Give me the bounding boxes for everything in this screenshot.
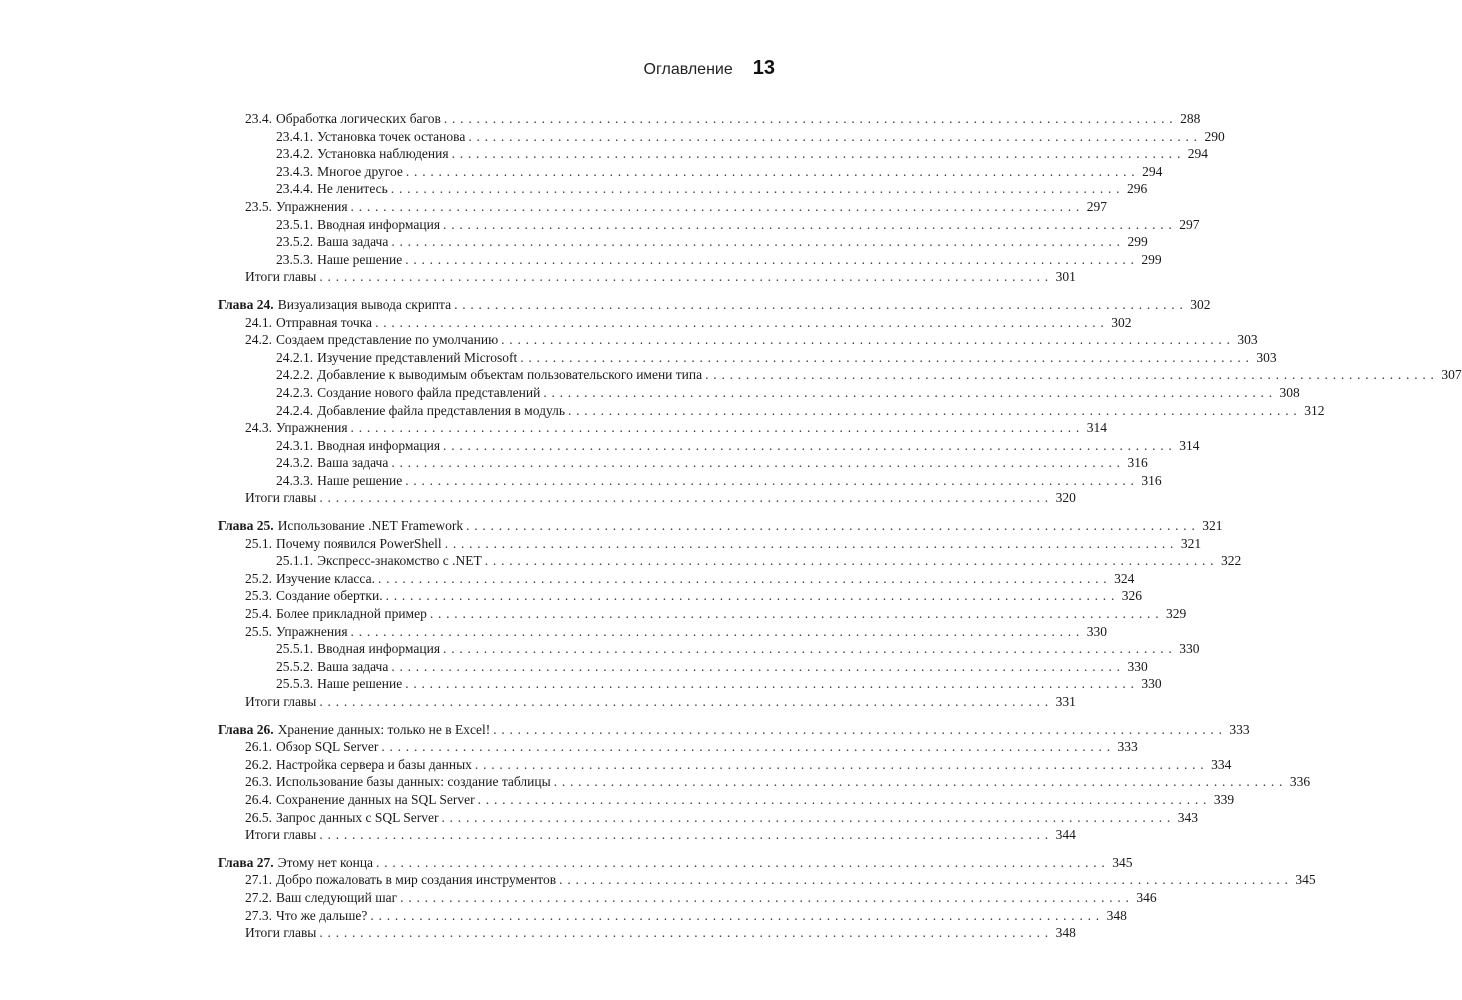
chapter-number: Глава 24. [218, 296, 274, 312]
dot-leader [468, 128, 1197, 146]
entry-page-number: 348 [1055, 925, 1076, 941]
entry-title: Добавление к выводимым объектам пользовательского имени типа [317, 367, 703, 383]
toc-chapter-entry[interactable] [218, 721, 1250, 739]
toc-entry-label [245, 809, 439, 827]
toc-subsection-entry[interactable] [218, 233, 1148, 251]
toc-entry-label [218, 854, 373, 872]
table-of-contents [218, 110, 1462, 952]
toc-entry-label [245, 826, 316, 844]
toc-entry-label [245, 924, 316, 942]
dot-leader [319, 489, 1048, 507]
entry-page-number: 334 [1211, 756, 1232, 772]
section-number: 27.2. [245, 889, 272, 905]
toc-subsection-entry[interactable] [218, 145, 1209, 163]
section-number: 24.2.4. [276, 402, 314, 418]
section-number: 27.1. [245, 872, 272, 888]
entry-title: Обработка логических багов [276, 111, 441, 126]
entry-title: Хранение данных: только не в Excel! [277, 721, 491, 737]
toc-section-entry[interactable] [218, 738, 1138, 756]
entry-title: Ваша задача [317, 658, 389, 674]
dot-leader [443, 640, 1172, 658]
entry-page-number: 303 [1256, 349, 1277, 365]
toc-section-entry[interactable] [218, 268, 1076, 286]
entry-title: Создание нового файла представлений [317, 384, 541, 400]
section-number: 24.2.1. [276, 349, 314, 365]
dot-leader [705, 366, 1434, 384]
toc-subsection-entry[interactable] [218, 454, 1148, 472]
section-number: 25.4. [245, 606, 272, 622]
entry-page-number: 333 [1117, 739, 1138, 755]
entry-title: Обзор SQL Server [276, 739, 379, 755]
section-number: 23.5. [245, 198, 272, 214]
toc-subsection-entry[interactable] [218, 640, 1200, 658]
entry-title: Наше решение [317, 676, 403, 692]
dot-leader [405, 472, 1134, 490]
entry-page-number: 314 [1179, 437, 1200, 453]
toc-entry-label [245, 907, 367, 925]
entry-title: Этому нет конца [277, 854, 374, 870]
toc-subsection-entry[interactable] [218, 366, 1462, 384]
toc-subsection-entry[interactable] [218, 402, 1325, 420]
section-number: 27.3. [245, 907, 272, 923]
entry-page-number: 333 [1229, 721, 1250, 737]
toc-chapter-group [218, 721, 1311, 844]
entry-page-number: 299 [1127, 234, 1148, 250]
entry-title: Использование базы данных: создание таблицы [276, 774, 551, 790]
section-number: 26.1. [245, 739, 272, 755]
dot-leader [351, 198, 1080, 216]
section-number: 24.2.2. [276, 367, 314, 383]
toc-entry-label [245, 489, 316, 507]
entry-title: Настройка сервера и базы данных [276, 756, 472, 772]
toc-section-entry[interactable] [218, 570, 1135, 588]
toc-entry-label [276, 675, 402, 693]
entry-title: Итоги главы [245, 269, 317, 285]
toc-subsection-entry[interactable] [218, 180, 1148, 198]
dot-leader [381, 738, 1110, 756]
section-number: 25.5. [245, 623, 272, 639]
entry-title: Экспресс-знакомство с .NET [317, 553, 482, 569]
entry-page-number: 294 [1187, 146, 1209, 162]
dot-leader [406, 163, 1135, 181]
toc-chapter-group [218, 296, 1462, 507]
toc-section-entry[interactable] [218, 756, 1232, 774]
entry-page-number: 308 [1279, 384, 1300, 400]
entry-page-number: 316 [1127, 455, 1148, 471]
toc-entry-label [276, 402, 565, 420]
dot-leader [351, 419, 1080, 437]
entry-title: Что же дальше? [276, 907, 368, 923]
entry-title: Итоги главы [245, 694, 317, 709]
dot-leader [391, 658, 1120, 676]
dot-leader [478, 791, 1207, 809]
entry-title: Отправная точка [276, 314, 373, 330]
toc-entry-label [276, 349, 517, 367]
toc-entry-label [276, 233, 388, 251]
entry-title: Итоги главы [245, 490, 317, 506]
toc-entry-label [276, 454, 388, 472]
dot-leader [452, 145, 1181, 163]
entry-title: Установка наблюдения [317, 146, 449, 162]
dot-leader [445, 535, 1174, 553]
entry-title: Визуализация вывода скрипта [277, 296, 452, 312]
toc-subsection-entry[interactable] [218, 349, 1277, 367]
toc-entry-label [276, 163, 403, 181]
entry-title: Итоги главы [245, 827, 317, 843]
section-number: 25.5.3. [276, 676, 314, 692]
entry-page-number: 297 [1179, 216, 1200, 232]
toc-section-entry[interactable] [218, 924, 1076, 942]
dot-leader [376, 854, 1105, 872]
entry-title: Итоги главы [245, 925, 317, 941]
entry-page-number: 316 [1141, 472, 1162, 488]
toc-entry-label [276, 384, 540, 402]
toc-entry-label [276, 552, 482, 570]
entry-page-number: 297 [1086, 198, 1107, 214]
entry-page-number: 324 [1114, 570, 1135, 586]
toc-subsection-entry[interactable] [218, 552, 1242, 570]
section-number: 25.5.2. [276, 658, 314, 674]
section-number: 25.3. [245, 588, 272, 604]
dot-leader [319, 693, 1048, 711]
toc-entry-label [218, 721, 490, 739]
section-number: 26.4. [245, 791, 272, 807]
toc-entry-label [245, 314, 372, 332]
toc-subsection-entry[interactable] [218, 216, 1200, 234]
toc-entry-label [276, 216, 440, 234]
section-number: 24.3.2. [276, 455, 314, 471]
entry-title: Запрос данных с SQL Server [276, 809, 439, 825]
toc-entry-label [245, 331, 498, 349]
toc-entry-label [245, 110, 441, 128]
entry-title: Добавление файла представления в модуль [317, 402, 565, 418]
dot-leader [391, 454, 1120, 472]
section-number: 23.4. [245, 111, 272, 126]
entry-title: Вводная информация [317, 216, 441, 232]
toc-chapter-entry[interactable] [218, 517, 1223, 535]
entry-page-number: 314 [1086, 420, 1107, 436]
entry-page-number: 299 [1141, 251, 1162, 267]
entry-title: Почему появился PowerShell [276, 535, 442, 551]
dot-leader [493, 721, 1222, 739]
entry-title: Вводная информация [317, 641, 441, 657]
section-number: 26.5. [245, 809, 272, 825]
toc-entry-label [276, 437, 440, 455]
toc-entry-label [276, 640, 440, 658]
entry-page-number: 302 [1111, 314, 1132, 330]
toc-section-entry[interactable] [218, 110, 1201, 128]
dot-leader [554, 773, 1283, 791]
entry-page-number: 326 [1121, 588, 1143, 604]
dot-leader [405, 675, 1134, 693]
entry-title: Многое другое [317, 163, 403, 179]
dot-leader [443, 437, 1172, 455]
entry-page-number: 320 [1055, 490, 1076, 506]
dot-leader [391, 233, 1120, 251]
entry-page-number: 302 [1190, 296, 1211, 312]
entry-page-number: 348 [1106, 907, 1127, 923]
toc-subsection-entry[interactable] [218, 128, 1225, 146]
chapter-number: Глава 27. [218, 854, 274, 870]
dot-leader [319, 826, 1048, 844]
section-number: 24.3.1. [276, 437, 314, 453]
section-number: 24.2. [245, 332, 272, 348]
entry-title: Упражнения [276, 623, 348, 639]
toc-chapter-group [218, 517, 1242, 711]
entry-page-number: 303 [1237, 332, 1258, 348]
toc-section-entry[interactable] [218, 773, 1311, 791]
dot-leader [400, 889, 1129, 907]
dot-leader [442, 809, 1171, 827]
entry-title: Не ленитесь [317, 181, 388, 197]
dot-leader [444, 110, 1173, 128]
section-number: 25.5.1. [276, 641, 314, 657]
toc-section-entry[interactable] [218, 314, 1132, 332]
section-number: 26.2. [245, 756, 272, 772]
dot-leader [405, 251, 1134, 269]
toc-section-entry[interactable] [218, 198, 1107, 216]
toc-entry-label [276, 251, 402, 269]
toc-entry-label [276, 658, 388, 676]
dot-leader [520, 349, 1249, 367]
toc-section-entry[interactable] [218, 623, 1107, 641]
toc-entry-label [276, 472, 402, 490]
section-number: 24.3.3. [276, 472, 314, 488]
toc-entry-label [245, 693, 316, 711]
toc-section-entry[interactable] [218, 693, 1076, 711]
toc-section-entry[interactable] [218, 331, 1258, 349]
section-number: 26.3. [245, 774, 272, 790]
toc-section-entry[interactable] [218, 907, 1127, 925]
page-number: 13 [752, 57, 775, 79]
dot-leader [378, 570, 1107, 588]
entry-title: Упражнения [276, 420, 348, 436]
entry-page-number: 345 [1112, 854, 1133, 870]
dot-leader [454, 296, 1183, 314]
toc-entry-label [276, 366, 702, 384]
toc-section-entry[interactable] [218, 535, 1202, 553]
entry-page-number: 331 [1055, 694, 1076, 709]
toc-section-entry[interactable] [218, 587, 1143, 605]
entry-page-number: 301 [1055, 269, 1076, 285]
toc-section-entry[interactable] [218, 419, 1107, 437]
toc-entry-label [245, 535, 442, 553]
entry-page-number: 336 [1289, 774, 1311, 790]
entry-page-number: 294 [1142, 163, 1163, 179]
section-number: 25.1. [245, 535, 272, 551]
toc-entry-label [245, 605, 427, 623]
dot-leader [370, 907, 1099, 925]
entry-page-number: 322 [1220, 553, 1242, 569]
section-number: 23.4.4. [276, 181, 314, 197]
entry-title: Наше решение [317, 472, 403, 488]
entry-page-number: 330 [1179, 641, 1200, 657]
entry-page-number: 290 [1204, 128, 1225, 144]
dot-leader [430, 605, 1159, 623]
toc-entry-label [218, 517, 463, 535]
toc-entry-label [245, 268, 316, 286]
entry-page-number: 296 [1126, 181, 1148, 197]
dot-leader [559, 871, 1288, 889]
dot-leader [319, 924, 1048, 942]
entry-page-number: 345 [1295, 872, 1316, 888]
chapter-number: Глава 26. [218, 721, 274, 737]
entry-page-number: 339 [1213, 791, 1235, 807]
toc-entry-label [245, 570, 375, 588]
entry-page-number: 346 [1136, 889, 1157, 905]
dot-leader [466, 517, 1195, 535]
entry-page-number: 321 [1180, 535, 1202, 551]
dot-leader [319, 268, 1048, 286]
dot-leader [391, 180, 1120, 198]
entry-title: Вводная информация [317, 437, 441, 453]
section-number: 25.2. [245, 570, 272, 586]
section-number: 23.4.2. [276, 146, 314, 162]
toc-subsection-entry[interactable] [218, 163, 1163, 181]
toc-section-entry[interactable] [218, 809, 1198, 827]
toc-section-entry[interactable] [218, 826, 1076, 844]
toc-entry-label [218, 296, 451, 314]
entry-page-number: 288 [1180, 111, 1201, 126]
toc-subsection-entry[interactable] [218, 675, 1162, 693]
dot-leader [443, 216, 1172, 234]
toc-entry-label [245, 791, 475, 809]
section-number: 23.5.1. [276, 216, 314, 232]
toc-subsection-entry[interactable] [218, 251, 1162, 269]
entry-page-number: 330 [1086, 623, 1107, 639]
section-number: 24.2.3. [276, 384, 314, 400]
dot-leader [386, 587, 1115, 605]
toc-entry-label [276, 145, 449, 163]
toc-section-entry[interactable] [218, 605, 1187, 623]
section-number: 24.3. [245, 420, 272, 436]
toc-entry-label [245, 198, 348, 216]
entry-title: Сохранение данных на SQL Server [276, 791, 475, 807]
section-number: 23.5.3. [276, 251, 314, 267]
entry-title: Изучение класса. [276, 570, 375, 586]
dot-leader [351, 623, 1080, 641]
toc-entry-label [245, 756, 472, 774]
entry-title: Наше решение [317, 251, 403, 267]
entry-title: Ваш следующий шаг [276, 889, 398, 905]
entry-title: Установка точек останова [317, 128, 466, 144]
section-number: 24.1. [245, 314, 272, 330]
toc-section-entry[interactable] [218, 871, 1316, 889]
toc-subsection-entry[interactable] [218, 384, 1300, 402]
toc-entry-label [245, 587, 383, 605]
toc-entry-label [245, 738, 378, 756]
toc-subsection-entry[interactable] [218, 658, 1148, 676]
toc-entry-label [245, 623, 348, 641]
entry-page-number: 307 [1441, 367, 1462, 383]
dot-leader [475, 756, 1204, 774]
entry-title: Добро пожаловать в мир создания инструментов [276, 872, 557, 888]
toc-section-entry[interactable] [218, 489, 1076, 507]
running-title: Оглавление [643, 61, 733, 78]
chapter-number: Глава 25. [218, 518, 274, 534]
toc-section-entry[interactable] [218, 791, 1235, 809]
entry-title: Использование .NET Framework [277, 518, 464, 534]
dot-leader [485, 552, 1214, 570]
toc-chapter-group [218, 854, 1316, 942]
page-header [644, 57, 775, 80]
entry-page-number: 330 [1141, 676, 1162, 692]
toc-entry-label [245, 419, 348, 437]
toc-section-entry[interactable] [218, 889, 1157, 907]
section-number: 23.5.2. [276, 234, 314, 250]
entry-page-number: 312 [1304, 402, 1325, 418]
toc-entry-label [276, 180, 388, 198]
toc-chapter-entry[interactable] [218, 854, 1133, 872]
entry-page-number: 321 [1202, 518, 1223, 534]
dot-leader [543, 384, 1272, 402]
dot-leader [568, 402, 1297, 420]
dot-leader [375, 314, 1104, 332]
entry-title: Изучение представлений Microsoft [317, 349, 518, 365]
toc-subsection-entry[interactable] [218, 437, 1200, 455]
entry-title: Упражнения [276, 198, 348, 214]
entry-title: Создаем представление по умолчанию [276, 332, 499, 348]
entry-title: Создание обертки. [276, 588, 383, 604]
section-number: 23.4.3. [276, 163, 314, 179]
entry-page-number: 343 [1177, 809, 1198, 825]
toc-entry-label [245, 889, 397, 907]
toc-chapter-group [218, 110, 1225, 286]
toc-entry-label [276, 128, 465, 146]
entry-title: Ваша задача [317, 455, 389, 471]
toc-entry-label [245, 773, 551, 791]
entry-page-number: 329 [1166, 606, 1187, 622]
toc-subsection-entry[interactable] [218, 472, 1162, 490]
toc-entry-label [245, 871, 556, 889]
entry-title: Более прикладной пример [276, 606, 427, 622]
section-number: 23.4.1. [276, 128, 314, 144]
dot-leader [501, 331, 1230, 349]
section-number: 25.1.1. [276, 553, 314, 569]
toc-chapter-entry[interactable] [218, 296, 1211, 314]
entry-page-number: 344 [1055, 827, 1076, 843]
entry-page-number: 330 [1127, 658, 1148, 674]
entry-title: Ваша задача [317, 234, 389, 250]
